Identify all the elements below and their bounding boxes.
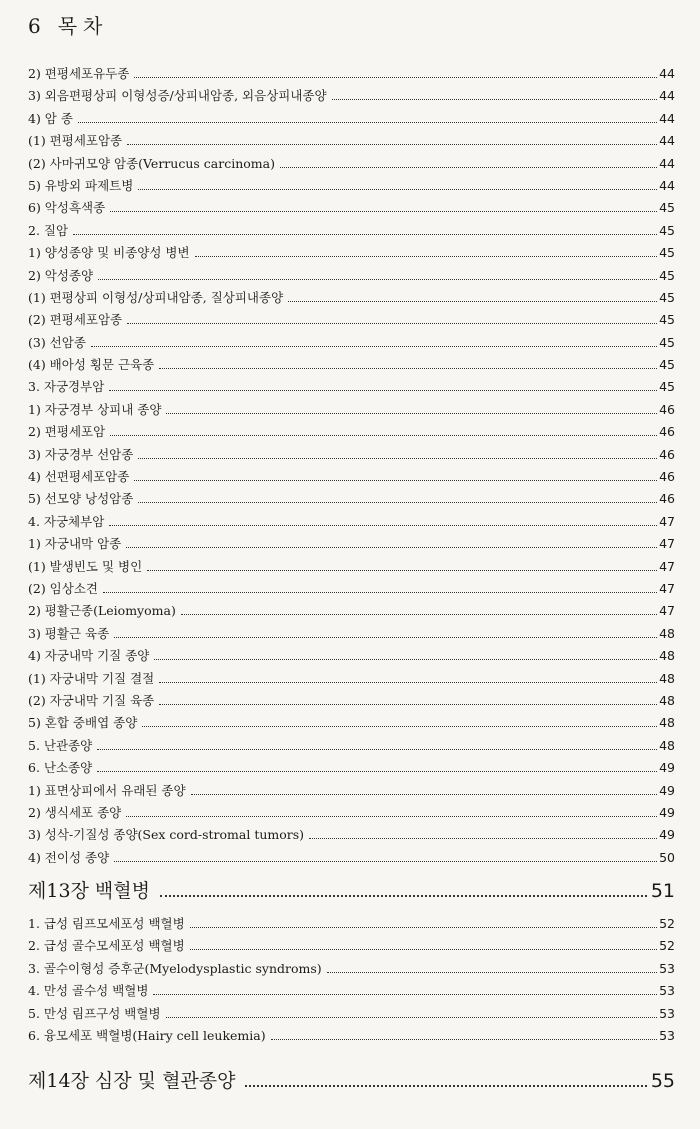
- leader-dots: [73, 234, 657, 235]
- toc-entry-label: 1. 급성 림프모세포성 백혈병: [28, 916, 185, 931]
- toc-entry-page: 52: [659, 938, 675, 954]
- leader-dots: [280, 167, 657, 168]
- toc-entry-label: (1) 자궁내막 기질 결절: [28, 670, 155, 686]
- leader-dots: [154, 659, 657, 660]
- toc-entry: [28, 646, 675, 668]
- page-number: 6: [28, 14, 42, 38]
- toc-entry-page: 48: [659, 648, 675, 664]
- leader-dots: [147, 570, 657, 571]
- toc-entry-label: 5. 난관종양: [28, 737, 93, 753]
- toc-entry-page: 48: [659, 670, 675, 686]
- leader-dots: [126, 547, 657, 548]
- toc-entry: [28, 422, 675, 444]
- toc-entry-page: 48: [659, 625, 675, 641]
- toc-entry-page: 50: [659, 849, 675, 865]
- toc-entry: [28, 198, 675, 220]
- toc-entry-label: 4. 만성 골수성 백혈병: [28, 983, 149, 999]
- toc-entry-label: 2. 질암: [28, 222, 69, 238]
- toc-entry-page: 46: [659, 401, 675, 417]
- toc-entry-label: (2) 사마귀모양 암종(Verrucus carcinoma): [28, 155, 275, 171]
- toc-entry-label: 2) 편평세포유두종: [28, 66, 130, 81]
- toc-entry-label: 2) 평활근종(Leiomyoma): [28, 603, 176, 619]
- chapter-title: 제13장 백혈병: [28, 880, 150, 902]
- toc-entry: [28, 981, 675, 1003]
- toc-entry-label: 6. 난소종양: [28, 760, 93, 776]
- leader-dots: [127, 323, 657, 324]
- leader-dots: [138, 189, 657, 190]
- toc-entry-page: 53: [659, 1027, 675, 1043]
- leader-dots: [110, 435, 657, 436]
- chapter-13-list: [28, 914, 675, 1048]
- toc-entry-page: 49: [659, 804, 675, 820]
- toc-entry: [28, 736, 675, 758]
- toc-entry-page: 44: [659, 133, 675, 149]
- toc-entry: [28, 669, 675, 691]
- toc-entry-label: (2) 임상소견: [28, 580, 98, 596]
- toc-entry: [28, 266, 675, 288]
- toc-entry-page: 45: [659, 245, 675, 261]
- toc-entry: [28, 400, 675, 422]
- toc-entry: [28, 534, 675, 556]
- leader-dots: [134, 77, 657, 78]
- page-header: [28, 10, 108, 39]
- leader-dots: [97, 749, 657, 750]
- toc-entry-page: 47: [659, 580, 675, 596]
- leader-dots: [160, 895, 647, 897]
- toc-entry: [28, 109, 675, 131]
- leader-dots: [109, 390, 657, 391]
- leader-dots: [126, 816, 657, 817]
- toc-entry: [28, 1026, 675, 1048]
- toc-entry: [28, 601, 675, 623]
- chapter-13-section: [28, 876, 675, 1048]
- leader-dots: [245, 1085, 646, 1087]
- toc-entry: [28, 445, 675, 467]
- toc-entry-page: 45: [659, 334, 675, 350]
- toc-entry: [28, 288, 675, 310]
- toc-entry-page: 46: [659, 469, 675, 485]
- toc-entry-label: 3) 외음편평상피 이형성증/상피내암종, 외음상피내종양: [28, 88, 327, 104]
- chapter-heading: [28, 876, 675, 906]
- toc-entry-label: 3) 성삭-기질성 종양(Sex cord-stromal tumors): [28, 827, 305, 843]
- leader-dots: [288, 301, 657, 302]
- leader-dots: [142, 726, 657, 727]
- leader-dots: [91, 346, 657, 347]
- toc-entry-page: 52: [659, 916, 675, 931]
- toc-entry-label: 4) 암 종: [28, 110, 73, 126]
- leader-dots: [159, 682, 657, 683]
- toc-entry-label: 2) 생식세포 종양: [28, 804, 122, 820]
- leader-dots: [190, 927, 657, 928]
- toc-entry-label: (1) 편평상피 이형성/상피내암종, 질상피내종양: [28, 289, 284, 305]
- leader-dots: [134, 480, 657, 481]
- toc-entry-page: 46: [659, 446, 675, 462]
- toc-entry-page: 46: [659, 491, 675, 507]
- toc-entry: [28, 86, 675, 108]
- chapter-heading: [28, 1066, 675, 1096]
- leader-dots: [271, 1039, 657, 1040]
- leader-dots: [159, 368, 657, 369]
- leader-dots: [138, 502, 657, 503]
- toc-entry-label: (1) 발생빈도 및 병인: [28, 558, 143, 574]
- toc-entry-page: 47: [659, 603, 675, 619]
- leader-dots: [195, 256, 658, 257]
- toc-entry: [28, 467, 675, 489]
- leader-dots: [166, 1017, 658, 1018]
- toc-entry-label: 6) 악성흑색종: [28, 200, 106, 216]
- toc-entry-page: 44: [659, 110, 675, 126]
- toc-entry-page: 44: [659, 88, 675, 104]
- toc-entry: [28, 489, 675, 511]
- toc-entry-page: 49: [659, 760, 675, 776]
- leader-dots: [103, 592, 657, 593]
- leader-dots: [327, 972, 657, 973]
- toc-entry-label: 2) 악성종양: [28, 267, 94, 283]
- toc-entry: [28, 64, 675, 86]
- toc-entry-label: 2. 급성 골수모세포성 백혈병: [28, 938, 185, 954]
- toc-entry-label: 3) 자궁경부 선암종: [28, 446, 134, 462]
- chapter-title: 제14장 심장 및 혈관종양: [28, 1070, 236, 1092]
- toc-entry-label: 1) 표면상피에서 유래된 종양: [28, 782, 186, 798]
- toc-entry: [28, 936, 675, 958]
- toc-entry: [28, 557, 675, 579]
- leader-dots: [166, 413, 657, 414]
- toc-entry-page: 46: [659, 424, 675, 440]
- toc-entry-page: 47: [659, 558, 675, 574]
- toc-entry-label: 5) 유방외 파제트병: [28, 177, 134, 193]
- toc-entry-label: 5. 만성 림프구성 백혈병: [28, 1005, 161, 1021]
- leader-dots: [309, 838, 657, 839]
- toc-entry-page: 44: [659, 155, 675, 171]
- toc-entry: [28, 848, 675, 870]
- toc-entry-label: 5) 혼합 중배엽 종양: [28, 715, 138, 731]
- toc-entry-page: 45: [659, 357, 675, 373]
- toc-entry-label: 4) 선편평세포암종: [28, 469, 130, 485]
- toc-entry: [28, 243, 675, 265]
- toc-entry: [28, 579, 675, 601]
- leader-dots: [98, 279, 657, 280]
- toc-entry-label: (4) 배아성 횡문 근육종: [28, 357, 155, 373]
- toc-entry: [28, 624, 675, 646]
- leader-dots: [110, 211, 657, 212]
- toc-entry: [28, 803, 675, 825]
- toc-entry-label: (2) 편평세포암종: [28, 312, 123, 328]
- toc-entry: [28, 1004, 675, 1026]
- toc-entry: [28, 176, 675, 198]
- toc-entry-page: 47: [659, 513, 675, 529]
- leader-dots: [190, 949, 657, 950]
- toc-entry-label: (1) 편평세포암종: [28, 133, 123, 149]
- toc-entry: [28, 713, 675, 735]
- toc-entry: [28, 333, 675, 355]
- toc-entry: [28, 355, 675, 377]
- leader-dots: [159, 704, 657, 705]
- toc-list: [28, 64, 675, 870]
- toc-entry-page: 45: [659, 312, 675, 328]
- toc-entry-label: 4) 자궁내막 기질 종양: [28, 648, 150, 664]
- toc-entry-page: 44: [659, 177, 675, 193]
- toc-entry: [28, 221, 675, 243]
- toc-entry-label: 3. 골수이형성 증후군(Myelodysplastic syndroms): [28, 960, 322, 976]
- toc-entry-page: 47: [659, 536, 675, 552]
- toc-entry: [28, 377, 675, 399]
- leader-dots: [181, 614, 657, 615]
- toc-entry-label: 2) 편평세포암: [28, 424, 106, 440]
- toc-entry: [28, 512, 675, 534]
- toc-entry-page: 48: [659, 692, 675, 708]
- toc-entry-label: 4. 자궁체부암: [28, 513, 105, 529]
- leader-dots: [191, 794, 658, 795]
- toc-entry-label: 3) 평활근 육종: [28, 625, 110, 641]
- leader-dots: [78, 122, 657, 123]
- chapter-14-section: [28, 1066, 675, 1096]
- toc-entry-page: 49: [659, 782, 675, 798]
- toc-entry: [28, 781, 675, 803]
- toc-entry: [28, 131, 675, 153]
- toc-entry: [28, 959, 675, 981]
- toc-entry-page: 49: [659, 827, 675, 843]
- toc-entry: [28, 691, 675, 713]
- toc-entry-page: 45: [659, 267, 675, 283]
- leader-dots: [127, 144, 657, 145]
- toc-entry-label: 1) 자궁경부 상피내 종양: [28, 401, 162, 417]
- toc-entry-page: 53: [659, 1005, 675, 1021]
- toc-entry: [28, 825, 675, 847]
- toc-entry: [28, 154, 675, 176]
- toc-entry-label: 4) 전이성 종양: [28, 849, 110, 865]
- toc-entry-label: 6. 융모세포 백혈병(Hairy cell leukemia): [28, 1027, 266, 1043]
- toc-entry: [28, 310, 675, 332]
- leader-dots: [109, 525, 657, 526]
- toc-entry-label: (3) 선암종: [28, 334, 86, 350]
- toc-entry: [28, 758, 675, 780]
- toc-entry-page: 45: [659, 289, 675, 305]
- leader-dots: [114, 637, 657, 638]
- toc-entry-label: 1) 자궁내막 암종: [28, 536, 122, 552]
- toc-entry-page: 48: [659, 737, 675, 753]
- toc-entry-label: 3. 자궁경부암: [28, 379, 105, 395]
- toc-entry-page: 45: [659, 200, 675, 216]
- leader-dots: [97, 771, 657, 772]
- toc-entry-page: 48: [659, 715, 675, 731]
- toc-entry-label: (2) 자궁내막 기질 육종: [28, 692, 155, 708]
- toc-entry-page: 44: [659, 66, 675, 81]
- leader-dots: [153, 994, 657, 995]
- page-title: 목차: [57, 14, 109, 38]
- chapter-page: 55: [650, 1070, 675, 1092]
- leader-dots: [114, 861, 657, 862]
- toc-entry-page: 45: [659, 379, 675, 395]
- toc-entry-page: 53: [659, 960, 675, 976]
- chapter-page: 51: [650, 880, 675, 902]
- toc-entry-page: 53: [659, 983, 675, 999]
- toc-entry: [28, 914, 675, 936]
- toc-entry-page: 45: [659, 222, 675, 238]
- leader-dots: [138, 458, 657, 459]
- toc-entry-label: 1) 양성종양 및 비종양성 병변: [28, 245, 190, 261]
- toc-entry-label: 5) 선모양 낭성암종: [28, 491, 134, 507]
- leader-dots: [332, 99, 658, 100]
